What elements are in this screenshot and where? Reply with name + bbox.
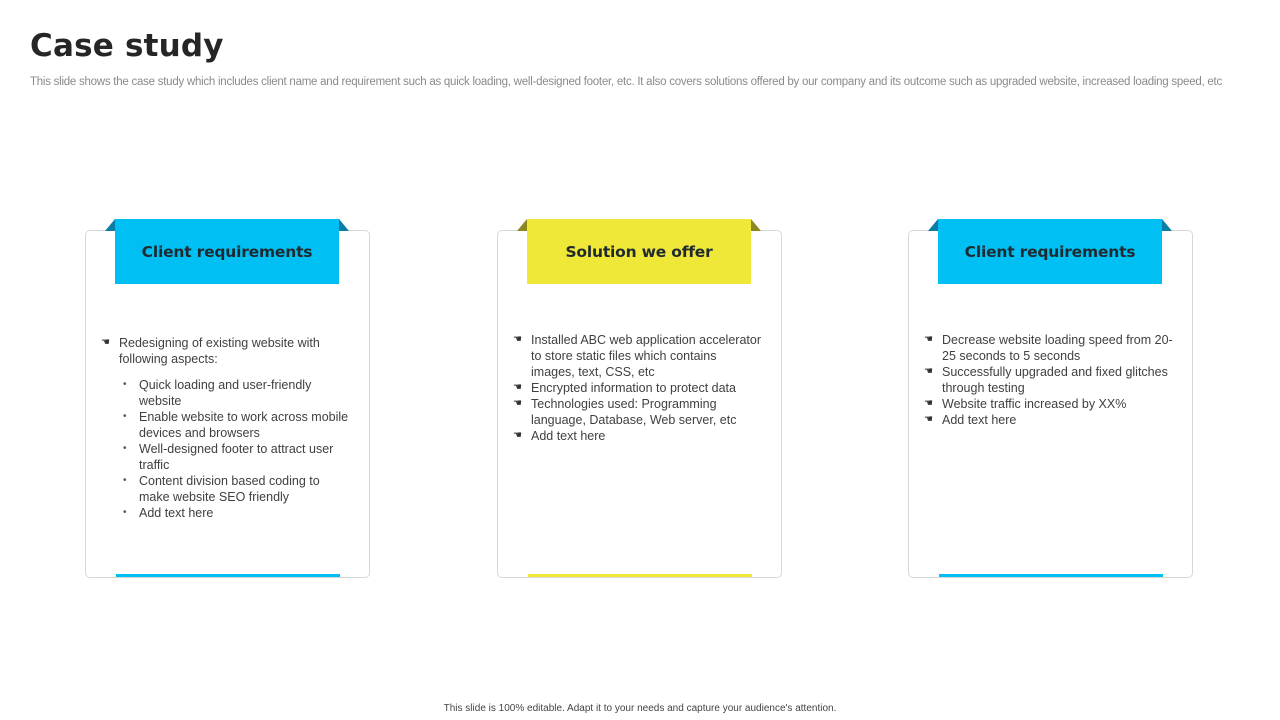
list-item-text: Successfully upgraded and fixed glitches through testing (942, 365, 1168, 395)
slide-subtitle: This slide shows the case study which includes client name and requirement such as quick loading, well-designed footer, etc. It also covers solutions offered by our company and its outcome such as upgraded website, increased loading speed, etc (30, 76, 1222, 88)
hand-pointer-icon: ☚ (924, 334, 933, 345)
list-item (513, 428, 763, 444)
hand-pointer-icon: ☚ (513, 430, 522, 441)
ribbon-fold-right (1162, 219, 1172, 231)
sub-list-item (121, 377, 351, 409)
list-item (924, 412, 1174, 428)
list-item-text: Website traffic increased by XX% (942, 397, 1127, 411)
list-item (513, 380, 763, 396)
ribbon-fold-right (751, 219, 761, 231)
dot-icon: • (123, 443, 127, 454)
dot-icon: • (123, 475, 127, 486)
hand-pointer-icon: ☚ (513, 334, 522, 345)
hand-pointer-icon: ☚ (924, 414, 933, 425)
sub-list-item (121, 409, 351, 441)
list-item (924, 364, 1174, 396)
ribbon-fold-left (517, 219, 527, 231)
card-content (101, 335, 351, 521)
card-accent-bar (939, 574, 1163, 577)
list-item-text: Redesigning of existing website with following aspects: (119, 336, 320, 366)
ribbon-fold-left (105, 219, 115, 231)
client-requirements-card (85, 230, 370, 578)
list-item-text: Encrypted information to protect data (531, 381, 736, 395)
list-item (924, 332, 1174, 364)
card-accent-bar (528, 574, 752, 577)
list-item-text: Add text here (531, 429, 606, 443)
card-header-ribbon (115, 219, 339, 284)
dot-icon: • (123, 411, 127, 422)
slide-footer-note: This slide is 100% editable. Adapt it to your needs and capture your audience's attention. (443, 703, 837, 714)
sub-list-item-text: Add text here (139, 506, 214, 520)
hand-pointer-icon: ☚ (924, 366, 933, 377)
dot-icon: • (123, 507, 127, 518)
sub-list-item-text: Enable website to work across mobile devices and browsers (139, 410, 349, 440)
hand-pointer-icon: ☚ (513, 382, 522, 393)
sub-list-item-text: Well-designed footer to attract user traffic (139, 442, 334, 472)
ribbon-fold-right (339, 219, 349, 231)
slide-title: Case study (30, 28, 224, 64)
card-heading: Client requirements (964, 242, 1136, 261)
card-heading: Client requirements (141, 242, 313, 261)
sub-list-item (121, 473, 351, 505)
dot-icon: • (123, 379, 127, 390)
list-item-text: Decrease website loading speed from 20-25 seconds to 5 seconds (942, 333, 1173, 363)
sub-list-item-text: Content division based coding to make website SEO friendly (139, 474, 320, 504)
sub-list-item (121, 505, 351, 521)
hand-pointer-icon: ☚ (513, 398, 522, 409)
hand-pointer-icon: ☚ (101, 337, 110, 348)
outcome-card (908, 230, 1193, 578)
card-content (513, 332, 763, 444)
list-item (513, 396, 763, 428)
sub-list-item-text: Quick loading and user-friendly website (139, 378, 312, 408)
list-item-text: Add text here (942, 413, 1017, 427)
card-header-ribbon (527, 219, 751, 284)
sub-list-item (121, 441, 351, 473)
card-heading: Solution we offer (565, 242, 713, 261)
list-item (924, 396, 1174, 412)
list-item-text: Installed ABC web application accelerator to store static files which contains images, text, CSS, etc (531, 333, 761, 379)
solution-card (497, 230, 782, 578)
hand-pointer-icon: ☚ (924, 398, 933, 409)
card-header-ribbon (938, 219, 1162, 284)
list-item (513, 332, 763, 380)
card-accent-bar (116, 574, 340, 577)
card-content (924, 332, 1174, 428)
ribbon-fold-left (928, 219, 938, 231)
list-item (101, 335, 351, 521)
list-item-text: Technologies used: Programming language, Database, Web server, etc (531, 397, 737, 427)
